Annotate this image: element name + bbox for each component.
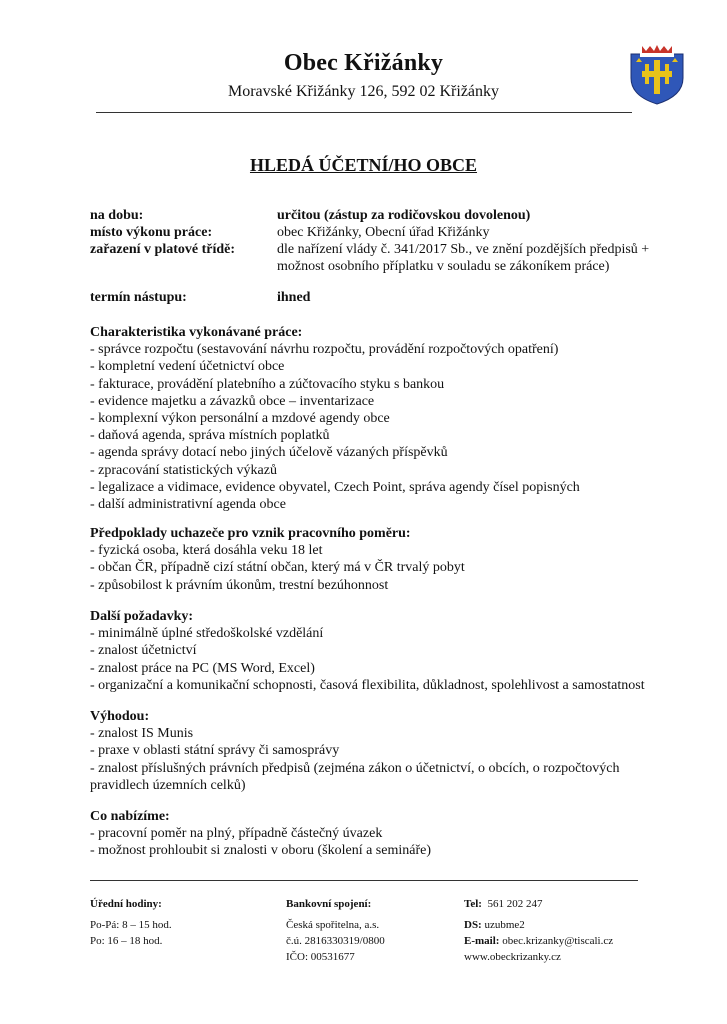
list-item: - legalizace a vidimace, evidence obyvatel, Czech Point, správa agendy čísel popisných [90, 479, 580, 495]
list-item: - znalost IS Munis [90, 726, 194, 742]
footer-heading: Bankovní spojení: [286, 898, 372, 910]
footer-line: Po: 16 – 18 hod. [90, 935, 163, 947]
detail-value: ihned [277, 290, 311, 305]
section-heading: Charakteristika vykonávané práce: [90, 325, 303, 340]
list-item: - znalost příslušných právních předpisů (zejména zákon o účetnictví, o obcích, o rozpočtových pravidlech územních celků) [90, 760, 620, 793]
email-label: E-mail: [464, 935, 500, 947]
section-heading: Výhodou: [90, 709, 150, 724]
list-item: - evidence majetku a závazků obce – inventarizace [90, 393, 375, 409]
detail-label: termín nástupu: [90, 290, 187, 305]
footer-office-hours [90, 896, 172, 949]
footer-heading: Úřední hodiny: [90, 898, 162, 910]
detail-row-term [90, 207, 670, 224]
detail-row-start [90, 289, 670, 306]
section-job-description [90, 324, 680, 513]
detail-label: místo výkonu práce: [90, 225, 213, 240]
list-item: - pracovní poměr na plný, případně částečný úvazek [90, 826, 383, 842]
footer-phone [464, 896, 613, 912]
phone-label: Tel: [464, 898, 482, 910]
footer-divider [90, 880, 638, 881]
header-divider [96, 112, 632, 113]
list-item: - správce rozpočtu (sestavování návrhu rozpočtu, provádění rozpočtových opatření) [90, 342, 559, 358]
phone-value: 561 202 247 [487, 898, 543, 910]
website-link[interactable]: www.obeckrizanky.cz [464, 951, 561, 963]
detail-value: dle nařízení vlády č. 341/2017 Sb., ve znění pozdějších předpisů + možnost osobního příplatku v souladu se zákoníkem práce) [277, 242, 650, 274]
section-offer [90, 808, 680, 860]
detail-label: zařazení v platové třídě: [90, 242, 236, 257]
footer-line: č.ú. 2816330319/0800 [286, 935, 385, 947]
list-item: - možnost prohloubit si znalosti v oboru (školení a semináře) [90, 843, 431, 859]
list-item: - fakturace, provádění platebního a zúčtovacího styku s bankou [90, 376, 445, 392]
detail-row-location [90, 224, 670, 241]
detail-value: obec Křižánky, Obecní úřad Křižánky [277, 225, 490, 240]
detail-value: určitou (zástup za rodičovskou dovolenou) [277, 208, 531, 223]
list-item: - agenda správy dotací nebo jiných účelově vázaných příspěvků [90, 445, 448, 461]
databox-value: uzubme2 [484, 919, 525, 931]
list-item: - další administrativní agenda obce [90, 497, 286, 513]
footer-line: Česká spořitelna, a.s. [286, 919, 380, 931]
section-heading: Další požadavky: [90, 609, 194, 624]
footer-line: Po-Pá: 8 – 15 hod. [90, 919, 172, 931]
list-item: - praxe v oblasti státní správy či samosprávy [90, 743, 340, 759]
coat-of-arms-logo [628, 44, 686, 106]
list-item: - daňová agenda, správa místních poplatků [90, 428, 330, 444]
footer-bank [286, 896, 385, 965]
footer-databox [464, 917, 613, 933]
section-advantages [90, 708, 680, 794]
section-heading: Co nabízíme: [90, 809, 170, 824]
section-heading: Předpoklady uchazeče pro vznik pracovního poměru: [90, 526, 411, 541]
section-prerequisites [90, 525, 680, 594]
footer-email [464, 933, 613, 949]
list-item: - znalost práce na PC (MS Word, Excel) [90, 660, 315, 676]
municipality-name: Obec Křižánky [283, 50, 444, 76]
list-item: - komplexní výkon personální a mzdové agendy obce [90, 411, 390, 427]
job-heading: HLEDÁ ÚČETNÍ/HO OBCE [249, 155, 478, 175]
list-item: - kompletní vedení účetnictví obce [90, 359, 285, 375]
databox-label: DS: [464, 919, 482, 931]
email-link[interactable]: obec.krizanky@tiscali.cz [502, 935, 614, 947]
detail-label: na dobu: [90, 208, 144, 223]
section-requirements [90, 608, 680, 694]
list-item: - znalost účetnictví [90, 643, 197, 659]
footer-line: IČO: 00531677 [286, 951, 355, 963]
list-item: - způsobilost k právním úkonům, trestní bezúhonnost [90, 577, 389, 593]
list-item: - organizační a komunikační schopnosti, časová flexibilita, důkladnost, spolehlivost a samostatnost [90, 677, 645, 693]
job-details [90, 207, 670, 306]
list-item: - občan ČR, případně cizí státní občan, který má v ČR trvalý pobyt [90, 560, 465, 576]
list-item: - zpracování statistických výkazů [90, 462, 277, 478]
municipality-address: Moravské Křižánky 126, 592 02 Křižánky [227, 83, 500, 100]
footer-contact [464, 896, 613, 965]
list-item: - minimálně úplné středoškolské vzdělání [90, 626, 324, 642]
detail-row-salary-class [90, 241, 670, 275]
list-item: - fyzická osoba, která dosáhla veku 18 let [90, 543, 323, 559]
